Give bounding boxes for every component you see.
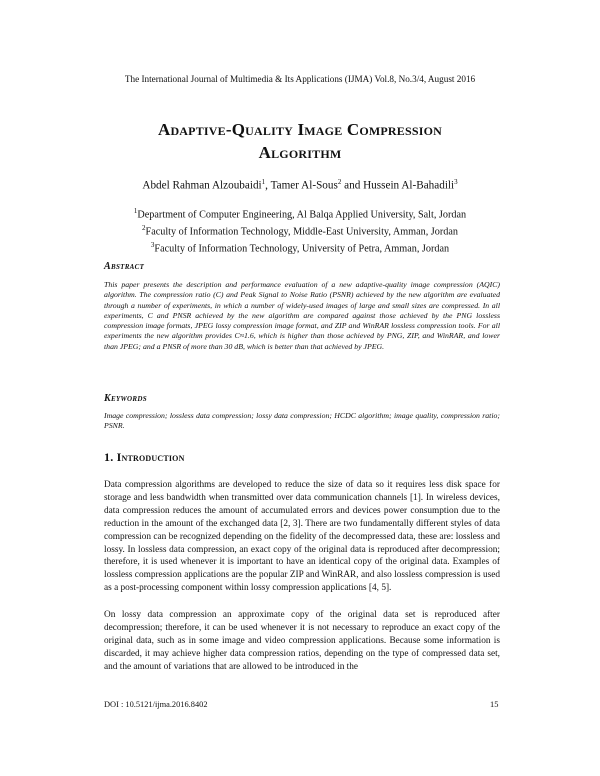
author-name: Tamer Al-Sous [270,179,338,192]
affiliation-sup: 2 [142,223,146,232]
affiliation-text: Faculty of Information Technology, Middle-East University, Amman, Jordan [145,226,458,238]
body-paragraph: On lossy data compression an approximate copy of the original data set is reproduced after decompression; therefore, it can be used whenever it is not necessary to reproduce an exact copy of the original data, such as in some image and video compression applications. Because some information is discarded, it may achieve higher data compression ratios, depending on the type of compressed data set, and the amount of variations that are allowed to be introduced in the [104,610,500,672]
affiliation-sup: 1 [133,207,138,215]
body-paragraph: Data compression algorithms are developed to reduce the size of data so it requires less disk space for storage and less bandwidth when transmitted over data communication channels [1]. In wireless devices, data compression reduces the amount of accumulated errors and devices power consumption due to the reduction in the amount of the exchanged data [2, 3]. There are two fundamentally different styles of data compression can be recognized depending on the fidelity of the decompressed data, these are: lossless and lossy. In lossless data compression, an exact copy of the original data is reproduced after decompression; therefore, it is used whenever it is important to have an identical copy of the original data. Examples of lossless compression applications are the popular ZIP and WinRAR, and also lossless compression is used as a post-processing component within lossy compression applications [4, 5]. [104,480,500,594]
author-name: Hussein Al-Bahadili [363,179,455,192]
affiliation-text: Department of Computer Engineering, Al Balqa Applied University, Salt, Jordan [137,209,467,221]
affiliations [0,205,600,256]
doi-footer: DOI : 10.5121/ijma.2016.8402 [104,700,208,709]
title-line-2: Algorithm [258,143,342,162]
author-name: Abdel Rahman Alzoubaidi [142,179,262,192]
keywords-heading: Keywords [104,393,147,404]
title-line-1: Adaptive-Quality Image Compression [157,120,443,139]
paper-title [0,118,600,164]
author-list [0,178,600,192]
affiliation [0,222,600,239]
author-and: and [341,179,364,192]
section-heading: 1. Introduction [104,450,185,464]
keywords-body: Image compression; lossless data compression; lossy data compression; HCDC algorithm; image quality, compression ratio; PSNR. [104,411,500,431]
affiliation-text: Faculty of Information Technology, University of Petra, Amman, Jordan [154,243,450,255]
affiliation [0,205,600,222]
abstract-heading: Abstract [104,261,145,272]
page-number: 15 [490,700,499,709]
abstract-body: This paper presents the description and performance evaluation of a new adaptive-quality image compression (AQIC) algorithm. The compression ratio (C) and Peak Signal to Noise Ratio (PSNR) achieved by the new algorithm are evaluated through a number of experiments, in which a number of widely-used images of large and small sizes are compressed. In all experiments, C and PNSR achieved by the new algorithm are compared against those achieved by the PNG lossless compression image formats, JPEG lossy compression image format, and ZIP and WinRAR lossless compression tools. For all experiments the new algorithm provides C≈1.6, which is higher than those achieved by PNG, ZIP, and WinRAR, and lower than JPEG; and a PNSR of more than 30 dB, which is better than that achieved by JPEG. [104,280,500,351]
author-separator: , [265,179,271,192]
author-sup: 2 [337,178,342,186]
author-sup: 1 [261,178,266,186]
affiliation-sup: 3 [150,240,155,249]
affiliation [0,239,600,256]
author-sup: 3 [454,178,458,186]
journal-header: The International Journal of Multimedia & Its Applications (IJMA) Vol.8, No.3/4, August 2016 [124,74,476,84]
